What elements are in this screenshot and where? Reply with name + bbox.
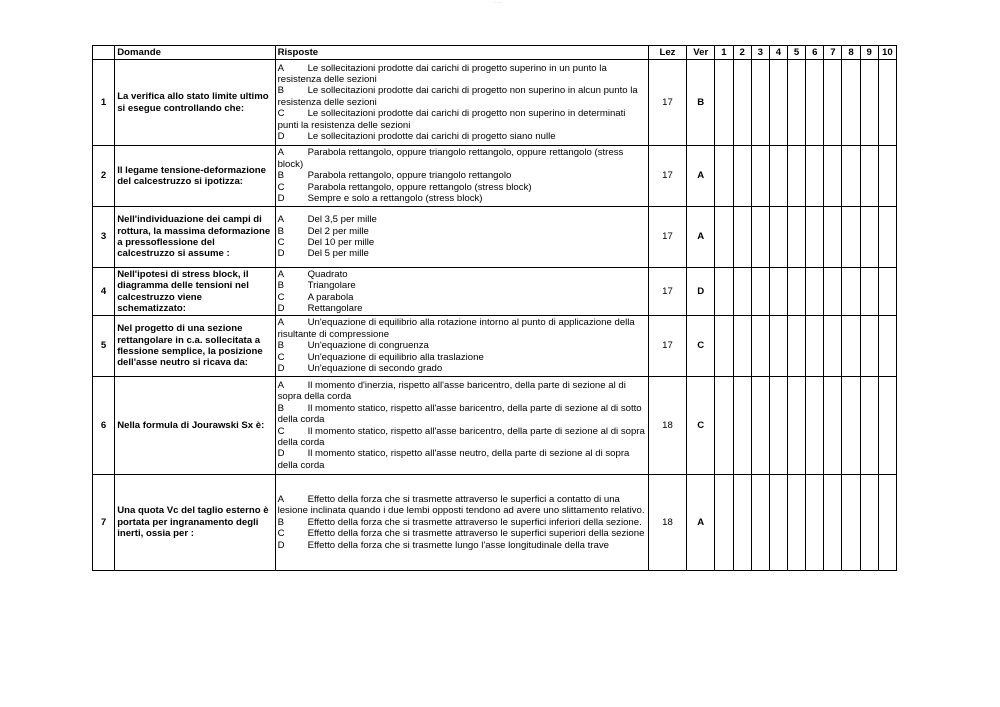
quiz-table <box>92 45 897 571</box>
question-number: 7 <box>93 475 115 571</box>
answer-options <box>275 475 648 571</box>
table-row <box>93 207 897 268</box>
answer-cell-4 <box>769 377 787 475</box>
header-col-4: 4 <box>769 46 787 60</box>
answer-cell-8 <box>842 377 860 475</box>
answer-option <box>278 108 646 131</box>
answer-option <box>278 292 646 303</box>
option-text: Il momento statico, rispetto all'asse baricentro, della parte di sezione al di sotto della corda <box>277 402 642 426</box>
header-col-2: 2 <box>733 46 751 60</box>
answer-cell-8 <box>842 60 860 146</box>
answer-cell-9 <box>860 146 878 207</box>
correct-answer: A <box>687 146 715 207</box>
answer-cell-2 <box>733 207 751 268</box>
option-text: Le sollecitazioni prodotte dai carichi di progetto superino in un punto la resistenza delle sezioni <box>277 62 607 85</box>
answer-cell-8 <box>842 207 860 268</box>
answer-cell-4 <box>769 268 787 316</box>
answer-cell-9 <box>860 377 878 475</box>
answer-cell-1 <box>715 207 733 268</box>
answer-options <box>275 316 648 377</box>
answer-cell-6 <box>806 146 824 207</box>
question-number: 3 <box>93 207 115 268</box>
question-text: Il legame tensione-deformazione del calcestruzzo si ipotizza: <box>115 146 275 207</box>
question-number: 1 <box>93 60 115 146</box>
answer-cell-5 <box>788 207 806 268</box>
answer-cell-3 <box>751 60 769 146</box>
correct-answer: A <box>687 475 715 571</box>
lesson-number: 17 <box>648 316 686 377</box>
answer-options <box>275 377 648 475</box>
table-row <box>93 316 897 377</box>
header-col-10: 10 <box>878 46 896 60</box>
answer-cell-6 <box>806 377 824 475</box>
answer-option <box>278 182 646 193</box>
answer-cell-7 <box>824 316 842 377</box>
answer-option <box>278 248 646 259</box>
answer-cell-7 <box>824 146 842 207</box>
answer-cell-10 <box>878 316 896 377</box>
option-text: Effetto della forza che si trasmette attraverso le superfici inferiori della sezione. <box>307 516 642 528</box>
answer-cell-4 <box>769 146 787 207</box>
option-letter: D <box>277 539 285 551</box>
option-text: Quadrato <box>307 268 348 280</box>
question-number: 6 <box>93 377 115 475</box>
answer-option <box>278 426 646 449</box>
header-lez: Lez <box>648 46 686 60</box>
answer-cell-1 <box>715 60 733 146</box>
answer-cell-2 <box>733 268 751 316</box>
answer-cell-1 <box>715 316 733 377</box>
option-letter: C <box>277 181 285 193</box>
answer-option <box>278 170 646 181</box>
answer-cell-9 <box>860 60 878 146</box>
answer-option <box>278 528 646 539</box>
answer-cell-9 <box>860 316 878 377</box>
option-letter: A <box>277 379 284 391</box>
option-letter: B <box>277 516 284 528</box>
lesson-number: 18 <box>648 377 686 475</box>
answer-cell-2 <box>733 60 751 146</box>
option-letter: D <box>277 302 285 314</box>
header-col-5: 5 <box>788 46 806 60</box>
option-letter: D <box>277 248 285 260</box>
correct-answer: D <box>687 268 715 316</box>
option-letter: C <box>277 351 285 363</box>
header-ver: Ver <box>687 46 715 60</box>
option-letter: C <box>277 108 285 120</box>
question-text: Nell'ipotesi di stress block, il diagramma delle tensioni nel calcestruzzo viene schematizzato: <box>115 268 275 316</box>
header-risposte: Risposte <box>275 46 648 60</box>
option-letter: B <box>277 170 284 182</box>
option-text: Un'equazione di secondo grado <box>307 363 443 375</box>
answer-option <box>278 63 646 86</box>
answer-option <box>278 340 646 351</box>
question-text: Nel progetto di una sezione rettangolare in c.a. sollecitata a flessione semplice, la posizione dell'asse neutro si ricava da: <box>115 316 275 377</box>
answer-options <box>275 268 648 316</box>
answer-cell-4 <box>769 316 787 377</box>
lesson-number: 18 <box>648 475 686 571</box>
answer-cell-5 <box>788 316 806 377</box>
answer-cell-9 <box>860 475 878 571</box>
option-text: Il momento statico, rispetto all'asse neutro, della parte di sezione al di sopra della corda <box>277 448 630 471</box>
option-letter: A <box>277 268 284 280</box>
answer-option <box>278 237 646 248</box>
option-text: Parabola rettangolo, oppure triangolo rettangolo, oppure rettangolo (stress block) <box>277 147 624 170</box>
answer-cell-8 <box>842 268 860 316</box>
answer-option <box>278 280 646 291</box>
answer-cell-8 <box>842 475 860 571</box>
answer-cell-3 <box>751 207 769 268</box>
answer-cell-4 <box>769 60 787 146</box>
answer-option <box>278 380 646 403</box>
answer-option <box>278 448 646 471</box>
question-text: Nella formula di Jourawski Sx è: <box>115 377 275 475</box>
answer-cell-1 <box>715 475 733 571</box>
answer-option <box>278 517 646 528</box>
answer-option <box>278 363 646 374</box>
answer-cell-6 <box>806 207 824 268</box>
answer-cell-4 <box>769 475 787 571</box>
correct-answer: B <box>687 60 715 146</box>
table-row <box>93 268 897 316</box>
option-letter: B <box>277 225 284 237</box>
option-text: Un'equazione di congruenza <box>307 340 429 352</box>
header-num <box>93 46 115 60</box>
option-text: Le sollecitazioni prodotte dai carichi di progetto siano nulle <box>307 131 556 143</box>
answer-option <box>278 403 646 426</box>
option-letter: D <box>277 131 285 143</box>
answer-cell-10 <box>878 268 896 316</box>
question-text: La verifica allo stato limite ultimo si esegue controllando che: <box>115 60 275 146</box>
option-letter: B <box>277 85 284 97</box>
option-text: A parabola <box>307 291 354 303</box>
answer-cell-1 <box>715 146 733 207</box>
option-letter: C <box>277 528 285 540</box>
answer-options <box>275 60 648 146</box>
option-text: Un'equazione di equilibrio alla rotazione intorno al punto di applicazione della risultante di compressione <box>277 317 635 340</box>
answer-cell-6 <box>806 60 824 146</box>
option-letter: B <box>277 402 284 414</box>
option-text: Le sollecitazioni prodotte dai carichi di progetto non superino in alcun punto la resistenza delle sezioni <box>277 85 638 108</box>
question-text: Nell'individuazione dei campi di rottura, la massima deformazione a pressoflessione del calcestruzzo si assume : <box>115 207 275 268</box>
option-text: Il momento d'inerzia, rispetto all'asse baricentro, della parte di sezione al di sopra della corda <box>277 379 626 403</box>
question-number: 2 <box>93 146 115 207</box>
answer-cell-5 <box>788 60 806 146</box>
option-text: Un'equazione di equilibrio alla traslazione <box>307 351 484 363</box>
option-letter: C <box>277 291 285 303</box>
option-text: Il momento statico, rispetto all'asse baricentro, della parte di sezione al di sopra della corda <box>277 425 645 448</box>
question-number: 4 <box>93 268 115 316</box>
option-letter: C <box>277 425 285 437</box>
option-text: Del 10 per mille <box>307 237 375 248</box>
option-letter: D <box>277 193 285 205</box>
answer-cell-7 <box>824 377 842 475</box>
option-text: Rettangolare <box>307 302 363 314</box>
answer-cell-10 <box>878 207 896 268</box>
option-text: Effetto della forza che si trasmette lungo l'asse longitudinale della trave <box>307 539 609 551</box>
answer-cell-6 <box>806 316 824 377</box>
answer-cell-1 <box>715 268 733 316</box>
answer-cell-10 <box>878 377 896 475</box>
answer-cell-3 <box>751 268 769 316</box>
answer-option <box>278 269 646 280</box>
answer-option <box>278 317 646 340</box>
answer-cell-2 <box>733 475 751 571</box>
option-text: Sempre e solo a rettangolo (stress block) <box>307 193 483 205</box>
option-letter: B <box>277 280 284 292</box>
option-letter: D <box>277 363 285 375</box>
answer-cell-10 <box>878 146 896 207</box>
answer-cell-7 <box>824 60 842 146</box>
answer-options <box>275 207 648 268</box>
answer-cell-2 <box>733 377 751 475</box>
answer-option <box>278 131 646 142</box>
option-letter: D <box>277 448 285 460</box>
answer-option <box>278 193 646 204</box>
answer-cell-10 <box>878 60 896 146</box>
table-row <box>93 146 897 207</box>
answer-option <box>278 540 646 551</box>
lesson-number: 17 <box>648 268 686 316</box>
header-row <box>93 46 897 60</box>
lesson-number: 17 <box>648 207 686 268</box>
header-col-8: 8 <box>842 46 860 60</box>
option-letter: A <box>277 62 284 74</box>
answer-cell-7 <box>824 475 842 571</box>
header-col-3: 3 <box>751 46 769 60</box>
answer-option <box>278 226 646 237</box>
option-text: Del 5 per mille <box>307 248 369 260</box>
option-letter: A <box>277 493 284 505</box>
option-letter: C <box>277 237 285 248</box>
table-row <box>93 377 897 475</box>
answer-cell-3 <box>751 316 769 377</box>
correct-answer: A <box>687 207 715 268</box>
option-text: Del 2 per mille <box>307 225 369 237</box>
answer-option <box>278 303 646 314</box>
answer-cell-6 <box>806 475 824 571</box>
header-col-9: 9 <box>860 46 878 60</box>
header-col-6: 6 <box>806 46 824 60</box>
answer-cell-5 <box>788 146 806 207</box>
answer-cell-5 <box>788 377 806 475</box>
answer-cell-2 <box>733 146 751 207</box>
answer-cell-3 <box>751 475 769 571</box>
answer-cell-9 <box>860 268 878 316</box>
header-domande: Domande <box>115 46 275 60</box>
lesson-number: 17 <box>648 60 686 146</box>
answer-cell-3 <box>751 377 769 475</box>
answer-cell-1 <box>715 377 733 475</box>
answer-option <box>278 494 646 517</box>
answer-cell-4 <box>769 207 787 268</box>
correct-answer: C <box>687 377 715 475</box>
answer-cell-7 <box>824 268 842 316</box>
answer-cell-7 <box>824 207 842 268</box>
header-col-7: 7 <box>824 46 842 60</box>
answer-cell-9 <box>860 207 878 268</box>
correct-answer: C <box>687 316 715 377</box>
question-number: 5 <box>93 316 115 377</box>
answer-options <box>275 146 648 207</box>
option-letter: A <box>277 317 284 329</box>
answer-cell-6 <box>806 268 824 316</box>
table-row <box>93 60 897 146</box>
option-text: Le sollecitazioni prodotte dai carichi di progetto non superino in determinati punti la resistenza delle sezioni <box>277 108 626 131</box>
option-text: Triangolare <box>307 280 356 292</box>
option-text: Parabola rettangolo, oppure rettangolo (stress block) <box>307 181 532 193</box>
option-text: Effetto della forza che si trasmette attraverso le superfici a contatto di una lesione inclinata quando i due lembi opposti tendono ad avere uno slittamento relativo. <box>277 493 645 517</box>
answer-cell-8 <box>842 146 860 207</box>
answer-cell-2 <box>733 316 751 377</box>
option-text: Effetto della forza che si trasmette attraverso le superfici superiori della sezione <box>307 528 645 540</box>
option-letter: A <box>277 214 284 226</box>
answer-option <box>278 85 646 108</box>
answer-cell-5 <box>788 268 806 316</box>
option-text: Parabola rettangolo, oppure triangolo rettangolo <box>307 170 512 182</box>
header-mark: ··· <box>494 0 503 6</box>
answer-option <box>278 352 646 363</box>
option-text: Del 3,5 per mille <box>307 214 377 226</box>
question-text: Una quota Vc del taglio esterno è portata per ingranamento degli inerti, ossia per : <box>115 475 275 571</box>
answer-cell-3 <box>751 146 769 207</box>
answer-option <box>278 214 646 225</box>
lesson-number: 17 <box>648 146 686 207</box>
option-letter: B <box>277 340 284 352</box>
header-col-1: 1 <box>715 46 733 60</box>
answer-cell-8 <box>842 316 860 377</box>
answer-cell-5 <box>788 475 806 571</box>
answer-option <box>278 147 646 170</box>
answer-cell-10 <box>878 475 896 571</box>
option-letter: A <box>277 147 284 159</box>
table-row <box>93 475 897 571</box>
